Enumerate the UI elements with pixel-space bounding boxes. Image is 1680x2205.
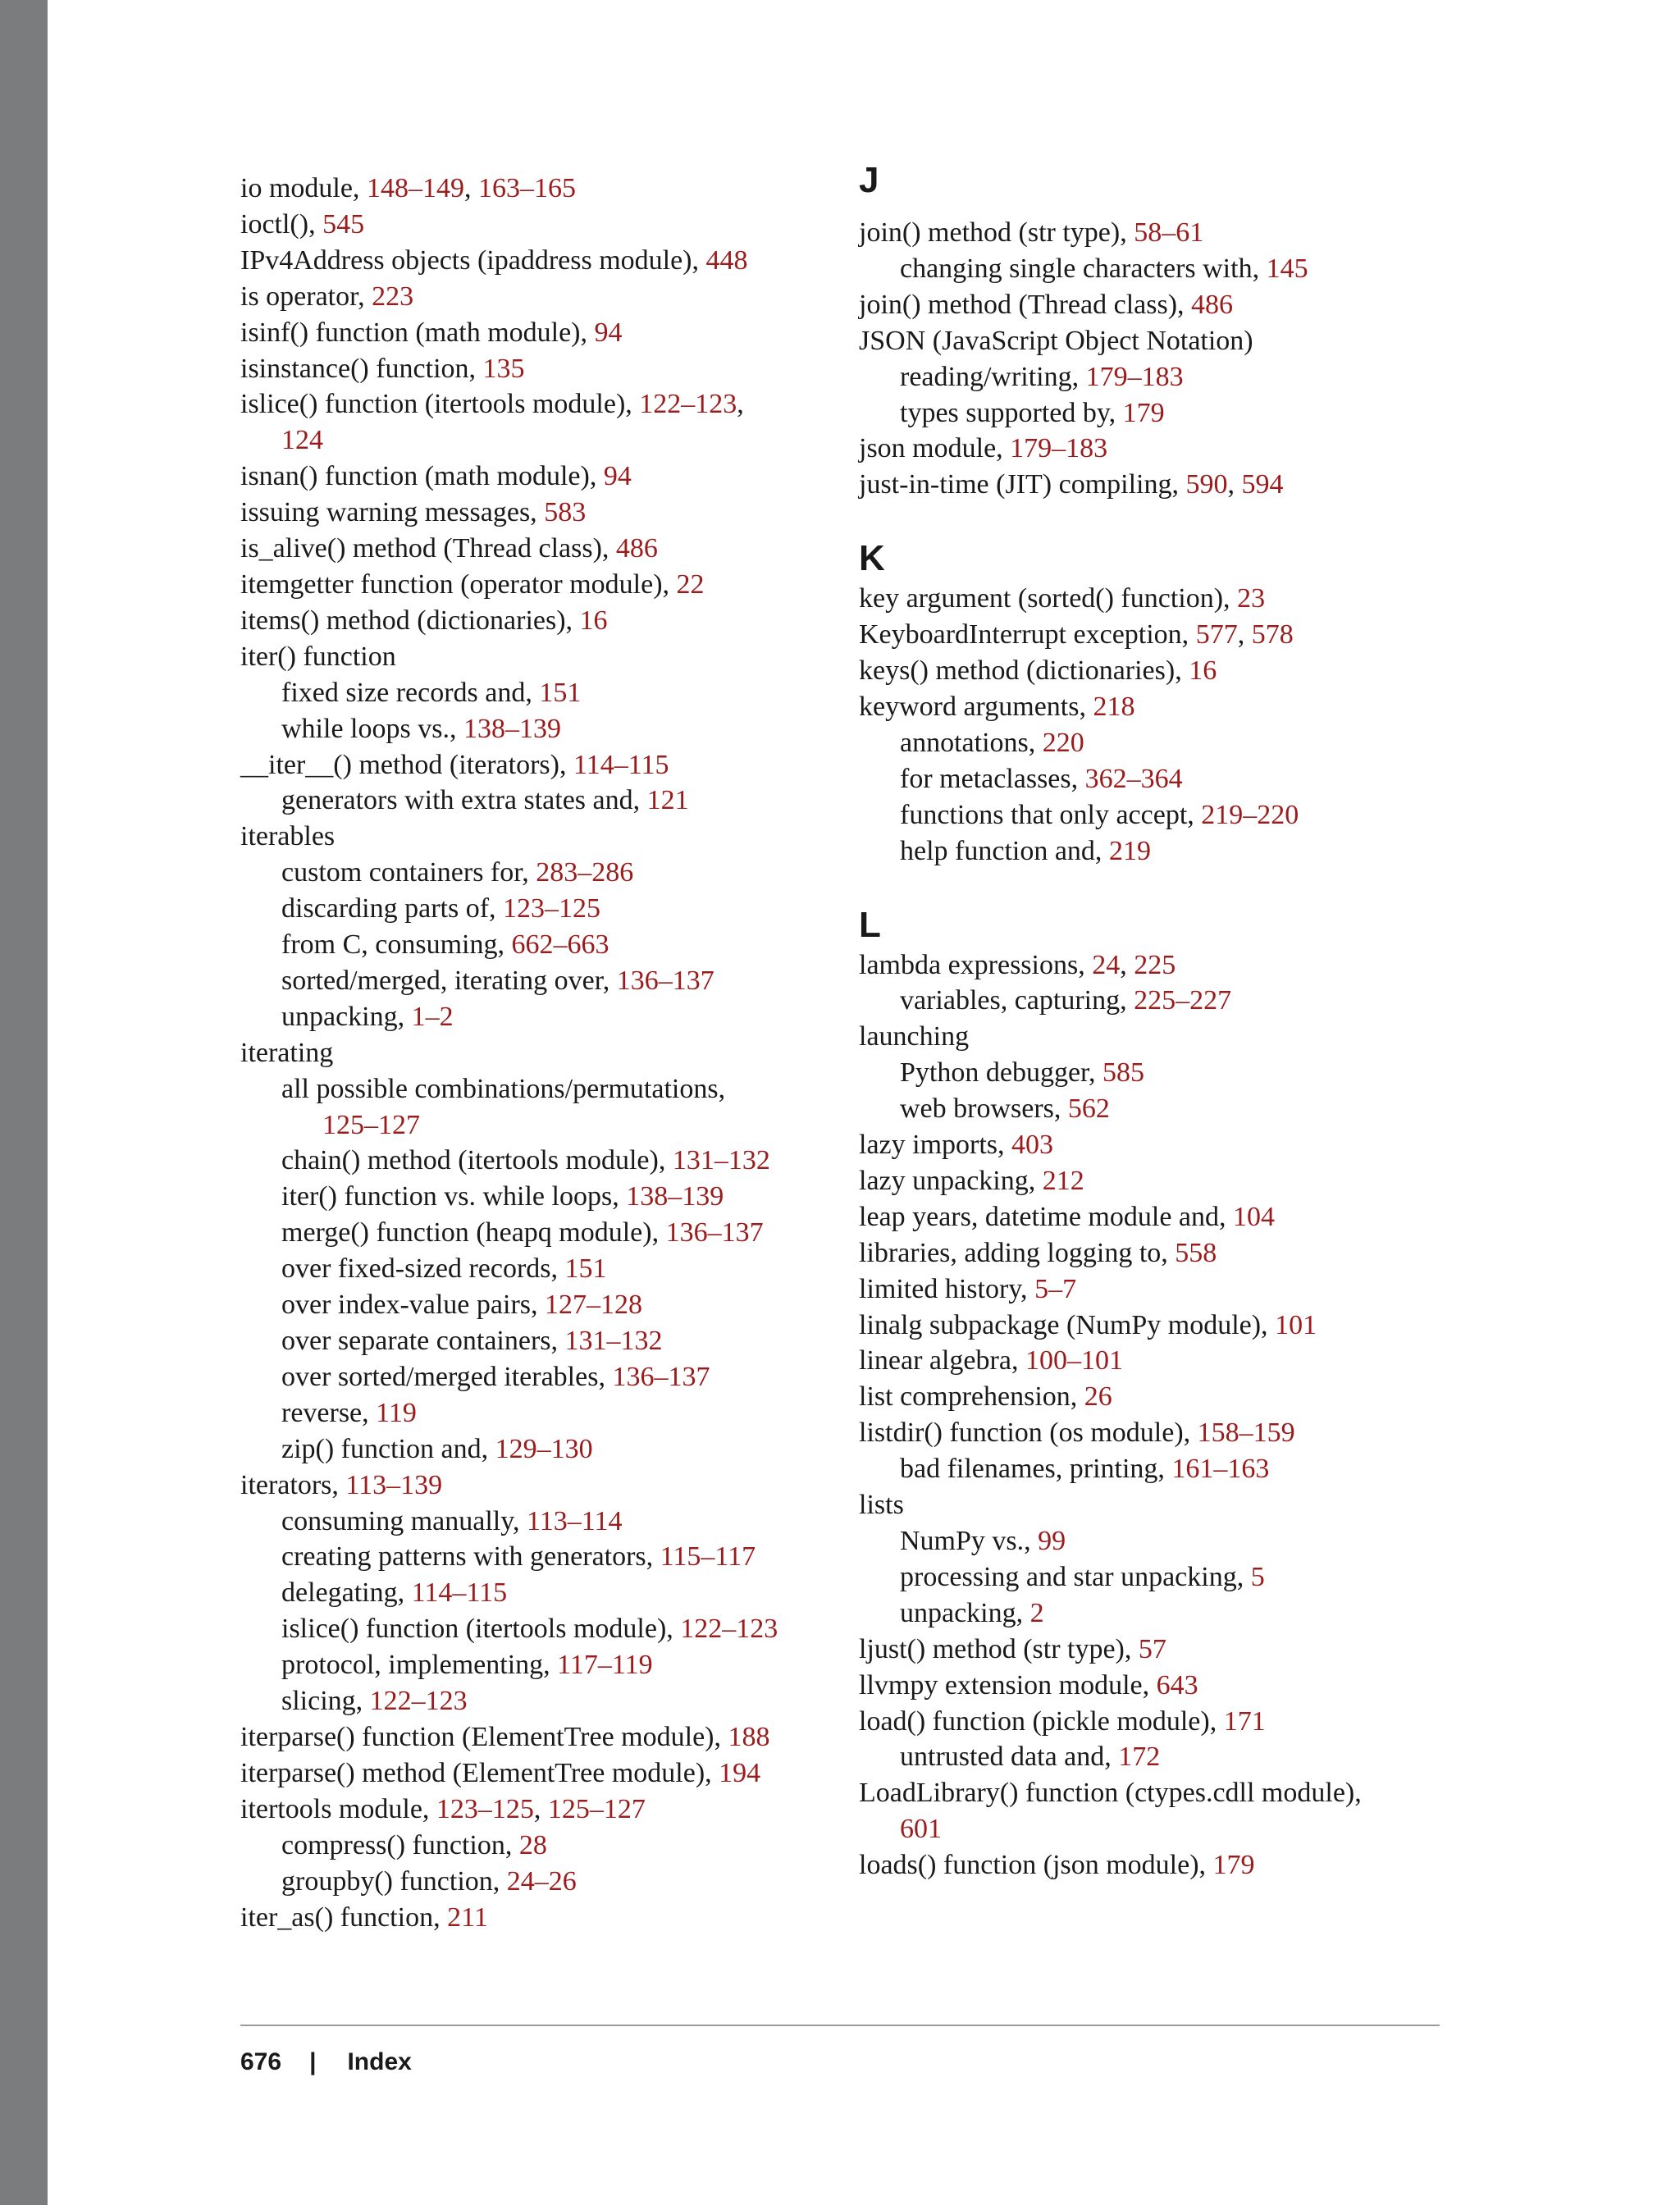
entry-term: json module, bbox=[859, 433, 1011, 464]
page-reference-link[interactable]: 601 bbox=[900, 1814, 942, 1845]
index-subentry bbox=[240, 1071, 913, 1107]
page-reference-link[interactable]: 121 bbox=[646, 785, 689, 816]
index-subentry bbox=[859, 983, 1532, 1019]
entry-term: lambda expressions, bbox=[859, 949, 1093, 980]
page-reference-link[interactable]: 131–132 bbox=[672, 1145, 770, 1176]
entry-term: io module, bbox=[240, 173, 367, 203]
page-reference-link[interactable]: 123–125 bbox=[503, 893, 601, 924]
entry-term: LoadLibrary() function (ctypes.cdll module), bbox=[859, 1778, 1362, 1809]
index-subentry bbox=[859, 359, 1532, 395]
page-reference-link[interactable]: 136–137 bbox=[665, 1217, 764, 1249]
index-entry bbox=[859, 1308, 1532, 1344]
page-reference-link[interactable]: 131–132 bbox=[564, 1326, 663, 1356]
index-subentry bbox=[240, 783, 913, 819]
entry-term: from C, consuming, bbox=[281, 929, 512, 961]
page-reference-link[interactable]: 172 bbox=[1118, 1742, 1161, 1773]
index-subentry bbox=[240, 675, 913, 711]
entry-term: while loops vs., bbox=[281, 713, 463, 744]
index-entry bbox=[240, 243, 913, 279]
index-subentry bbox=[240, 422, 913, 459]
entry-term: libraries, adding logging to, bbox=[859, 1237, 1176, 1268]
entry-term: over index-value pairs, bbox=[281, 1290, 545, 1321]
entry-term: , bbox=[737, 389, 744, 420]
index-entry bbox=[859, 1775, 1532, 1811]
index-entry bbox=[859, 1343, 1532, 1379]
page-reference-link[interactable]: 23 bbox=[1237, 583, 1266, 614]
entry-term: issuing warning messages, bbox=[240, 497, 545, 528]
page-reference-link[interactable]: 138–139 bbox=[463, 713, 561, 744]
entry-term: NumPy vs., bbox=[900, 1526, 1039, 1556]
entry-term: __iter__() method (iterators), bbox=[240, 749, 573, 780]
entry-term: key argument (sorted() function), bbox=[859, 583, 1238, 614]
entry-term: lists bbox=[859, 1490, 904, 1521]
index-entry bbox=[240, 495, 913, 531]
index-subentry bbox=[240, 927, 913, 963]
entry-term: loads() function (json module), bbox=[859, 1850, 1213, 1881]
page-reference-link[interactable]: 486 bbox=[1191, 289, 1234, 320]
entry-term: help function and, bbox=[900, 835, 1109, 866]
index-entry bbox=[859, 689, 1532, 725]
index-entry bbox=[240, 315, 913, 351]
index-entry bbox=[859, 1704, 1532, 1740]
entry-term: processing and star unpacking, bbox=[900, 1561, 1251, 1592]
page-reference-link[interactable]: 119 bbox=[376, 1397, 417, 1428]
index-entry bbox=[240, 171, 913, 207]
entry-term: ioctl(), bbox=[240, 208, 323, 240]
entry-term: iterating bbox=[240, 1037, 334, 1068]
page-reference-link[interactable]: 145 bbox=[1266, 253, 1308, 284]
page-reference-link[interactable]: 218 bbox=[1093, 691, 1135, 722]
page-reference-link[interactable]: 122–123 bbox=[680, 1614, 778, 1645]
entry-term: join() method (str type), bbox=[859, 217, 1134, 248]
entry-term: unpacking, bbox=[281, 1001, 412, 1032]
page-reference-link[interactable]: 590 bbox=[1185, 469, 1228, 500]
page-reference-link[interactable]: 643 bbox=[1156, 1669, 1198, 1701]
index-subentry bbox=[240, 855, 913, 891]
index-subentry bbox=[859, 251, 1532, 287]
index-entry bbox=[859, 617, 1532, 653]
index-entry bbox=[859, 1415, 1532, 1451]
entry-term: isinf() function (math module), bbox=[240, 317, 595, 348]
entry-term: linear algebra, bbox=[859, 1345, 1025, 1376]
entry-term: iterables bbox=[240, 821, 336, 852]
page-reference-link[interactable]: 16 bbox=[579, 605, 608, 636]
index-entry bbox=[240, 207, 913, 243]
page-reference-link[interactable]: 26 bbox=[1084, 1381, 1112, 1413]
page-reference-link[interactable]: 594 bbox=[1241, 469, 1284, 500]
section-letter-heading: L bbox=[859, 904, 881, 945]
entry-term: unpacking, bbox=[900, 1597, 1030, 1628]
page-reference-link[interactable]: 122–123 bbox=[369, 1686, 468, 1717]
index-subentry bbox=[240, 1431, 913, 1468]
index-entry bbox=[240, 386, 913, 422]
page-reference-link[interactable]: 125–127 bbox=[547, 1793, 646, 1824]
index-subentry bbox=[240, 1323, 913, 1359]
page-reference-link[interactable]: 171 bbox=[1223, 1705, 1266, 1737]
index-entry bbox=[859, 1487, 1532, 1523]
page-reference-link[interactable]: 138–139 bbox=[626, 1181, 724, 1212]
index-entry bbox=[240, 1719, 913, 1755]
entry-term: , bbox=[1227, 469, 1242, 500]
entry-term: iter() function bbox=[240, 641, 396, 672]
entry-term: join() method (Thread class), bbox=[859, 289, 1192, 320]
index-subentry bbox=[859, 1451, 1532, 1487]
entry-term: untrusted data and, bbox=[900, 1742, 1119, 1773]
index-entry bbox=[240, 1755, 913, 1792]
section-gap bbox=[859, 503, 1532, 523]
entry-term: protocol, implementing, bbox=[281, 1650, 558, 1681]
page-reference-link[interactable]: 104 bbox=[1233, 1201, 1275, 1232]
entry-term: creating patterns with generators, bbox=[281, 1541, 660, 1573]
page-reference-link[interactable]: 194 bbox=[719, 1757, 761, 1788]
index-subentry bbox=[240, 1359, 913, 1395]
index-subentry bbox=[240, 1395, 913, 1431]
index-subentry bbox=[859, 725, 1532, 761]
index-subentry bbox=[240, 999, 913, 1035]
index-subentry bbox=[240, 711, 913, 747]
page-reference-link[interactable]: 22 bbox=[676, 568, 705, 600]
index-subentry bbox=[859, 1596, 1532, 1632]
index-subentry bbox=[240, 1539, 913, 1575]
index-subentry bbox=[859, 833, 1532, 870]
index-entry bbox=[859, 653, 1532, 689]
page-reference-link[interactable]: 2 bbox=[1029, 1597, 1044, 1628]
page-reference-link[interactable]: 545 bbox=[322, 208, 365, 240]
page-reference-link[interactable]: 223 bbox=[372, 281, 414, 312]
entry-term: listdir() function (os module), bbox=[859, 1418, 1198, 1449]
index-column-left bbox=[240, 171, 913, 1935]
index-entry bbox=[859, 1632, 1532, 1668]
page-reference-link[interactable]: 28 bbox=[518, 1829, 547, 1860]
entry-term: consuming manually, bbox=[281, 1505, 527, 1536]
entry-term: changing single characters with, bbox=[900, 253, 1267, 284]
index-subentry bbox=[859, 1811, 1532, 1847]
entry-term: limited history, bbox=[859, 1273, 1035, 1304]
entry-term: load() function (pickle module), bbox=[859, 1705, 1224, 1737]
entry-term: lazy unpacking, bbox=[859, 1165, 1043, 1196]
page-reference-link[interactable]: 123–125 bbox=[436, 1793, 534, 1824]
index-subentry bbox=[240, 1179, 913, 1215]
page-reference-link[interactable]: 5 bbox=[1250, 1561, 1265, 1592]
index-subentry bbox=[240, 1143, 913, 1179]
entry-term: itemgetter function (operator module), bbox=[240, 568, 677, 600]
entry-term: types supported by, bbox=[900, 397, 1123, 428]
index-entry bbox=[859, 1271, 1532, 1308]
index-subentry bbox=[240, 1864, 913, 1900]
page-reference-link[interactable]: 179 bbox=[1212, 1850, 1255, 1881]
entry-term: functions that only accept, bbox=[900, 799, 1202, 830]
entry-term: slicing, bbox=[281, 1686, 370, 1717]
entry-term: over sorted/merged iterables, bbox=[281, 1361, 613, 1392]
page-reference-link[interactable]: 577 bbox=[1195, 619, 1238, 651]
entry-term: islice() function (itertools module), bbox=[281, 1614, 681, 1645]
page-reference-link[interactable]: 220 bbox=[1042, 727, 1084, 758]
entry-term: keyword arguments, bbox=[859, 691, 1093, 722]
index-entry bbox=[240, 459, 913, 495]
page-reference-link[interactable]: 114–115 bbox=[411, 1577, 508, 1609]
page-reference-link[interactable]: 16 bbox=[1189, 655, 1217, 687]
entry-term: discarding parts of, bbox=[281, 893, 504, 924]
entry-term: keys() method (dictionaries), bbox=[859, 655, 1189, 687]
page-reference-link[interactable]: 161–163 bbox=[1171, 1454, 1270, 1485]
page-reference-link[interactable]: 283–286 bbox=[536, 857, 634, 888]
index-entry bbox=[859, 1668, 1532, 1704]
index-entry bbox=[240, 639, 913, 675]
page-reference-link[interactable]: 124 bbox=[281, 425, 323, 456]
entry-term: KeyboardInterrupt exception, bbox=[859, 619, 1196, 651]
index-subentry bbox=[859, 1559, 1532, 1596]
page-reference-link[interactable]: 403 bbox=[1011, 1130, 1054, 1161]
entry-term: groupby() function, bbox=[281, 1865, 507, 1897]
entry-term: generators with extra states and, bbox=[281, 785, 647, 816]
page-reference-link[interactable]: 225 bbox=[1134, 949, 1176, 980]
entry-term: compress() function, bbox=[281, 1829, 519, 1860]
page-reference-link[interactable]: 24 bbox=[1092, 949, 1121, 980]
entry-term: iterparse() method (ElementTree module), bbox=[240, 1757, 719, 1788]
entry-term: , bbox=[533, 1793, 548, 1824]
page-reference-link[interactable]: 219–220 bbox=[1201, 799, 1299, 830]
index-entry bbox=[859, 947, 1532, 984]
index-subentry bbox=[859, 1055, 1532, 1091]
page-reference-link[interactable]: 225–227 bbox=[1134, 985, 1232, 1016]
index-entry bbox=[240, 1792, 913, 1828]
index-subentry bbox=[859, 761, 1532, 797]
entry-term: web browsers, bbox=[900, 1093, 1068, 1125]
index-entry bbox=[240, 531, 913, 567]
entry-term: bad filenames, printing, bbox=[900, 1454, 1172, 1485]
entry-term: leap years, datetime module and, bbox=[859, 1201, 1233, 1232]
entry-term: over fixed-sized records, bbox=[281, 1253, 565, 1285]
index-subentry bbox=[240, 1575, 913, 1611]
page-reference-link[interactable]: 114–115 bbox=[573, 749, 669, 780]
index-subentry bbox=[240, 1107, 913, 1144]
page-number: 676 bbox=[240, 2048, 282, 2075]
entry-term: isnan() function (math module), bbox=[240, 461, 604, 492]
entry-term: , bbox=[1120, 949, 1134, 980]
footer-rule bbox=[240, 2025, 1440, 2026]
entry-term: annotations, bbox=[900, 727, 1043, 758]
entry-term: is_alive() method (Thread class), bbox=[240, 533, 616, 564]
entry-term: all possible combinations/permutations, bbox=[281, 1073, 726, 1104]
entry-term: variables, capturing, bbox=[900, 985, 1134, 1016]
page-reference-link[interactable]: 486 bbox=[615, 533, 658, 564]
index-subentry bbox=[859, 1091, 1532, 1127]
index-entry bbox=[240, 567, 913, 603]
entry-term: just-in-time (JIT) compiling, bbox=[859, 469, 1186, 500]
index-entry bbox=[240, 1468, 913, 1504]
entry-term: reverse, bbox=[281, 1397, 377, 1428]
entry-term: iter_as() function, bbox=[240, 1901, 448, 1933]
page-reference-link[interactable]: 362–364 bbox=[1084, 763, 1183, 794]
page-reference-link[interactable]: 179–183 bbox=[1085, 361, 1184, 392]
entry-term: JSON (JavaScript Object Notation) bbox=[859, 325, 1253, 356]
page-reference-link[interactable]: 151 bbox=[564, 1253, 607, 1285]
entry-term: ljust() method (str type), bbox=[859, 1633, 1139, 1664]
entry-term: IPv4Address objects (ipaddress module), bbox=[240, 244, 706, 276]
page-reference-link[interactable]: 562 bbox=[1067, 1093, 1110, 1125]
index-entry bbox=[240, 819, 913, 855]
index-entry bbox=[859, 581, 1532, 617]
index-subentry bbox=[240, 1828, 913, 1864]
page-reference-link[interactable]: 5–7 bbox=[1034, 1273, 1077, 1304]
page-reference-link[interactable]: 179 bbox=[1122, 397, 1165, 428]
page-reference-link[interactable]: 188 bbox=[728, 1721, 770, 1752]
entry-term: is operator, bbox=[240, 281, 372, 312]
page-reference-link[interactable]: 179–183 bbox=[1010, 433, 1108, 464]
page-reference-link[interactable]: 94 bbox=[594, 317, 623, 348]
page-reference-link[interactable]: 113–139 bbox=[345, 1469, 443, 1500]
entry-term: iterparse() function (ElementTree module), bbox=[240, 1721, 728, 1752]
section-gap bbox=[859, 870, 1532, 889]
entry-term: fixed size records and, bbox=[281, 677, 540, 708]
index-subentry bbox=[240, 1215, 913, 1251]
page-reference-link[interactable]: 578 bbox=[1251, 619, 1294, 651]
index-entry bbox=[240, 603, 913, 639]
index-subentry bbox=[240, 1683, 913, 1719]
entry-term: islice() function (itertools module), bbox=[240, 389, 640, 420]
page-reference-link[interactable]: 558 bbox=[1175, 1237, 1217, 1268]
page-edge-gutter bbox=[0, 0, 48, 2205]
page-reference-link[interactable]: 94 bbox=[603, 461, 632, 492]
page-reference-link[interactable]: 100–101 bbox=[1025, 1345, 1123, 1376]
page-reference-link[interactable]: 448 bbox=[705, 244, 748, 276]
section-letter-heading: J bbox=[859, 160, 879, 200]
page-reference-link[interactable]: 129–130 bbox=[495, 1433, 593, 1464]
entry-term: lazy imports, bbox=[859, 1130, 1012, 1161]
index-entry bbox=[859, 1163, 1532, 1199]
page-reference-link[interactable]: 1–2 bbox=[411, 1001, 454, 1032]
entry-term: Python debugger, bbox=[900, 1057, 1102, 1089]
footer-separator: | bbox=[309, 2048, 317, 2075]
page-footer bbox=[240, 2046, 412, 2079]
page-reference-link[interactable]: 57 bbox=[1138, 1633, 1166, 1664]
entry-term: llvmpy extension module, bbox=[859, 1669, 1157, 1701]
page-reference-link[interactable]: 101 bbox=[1275, 1309, 1317, 1340]
page-reference-link[interactable]: 113–114 bbox=[527, 1505, 623, 1536]
index-entry bbox=[859, 1019, 1532, 1055]
page-reference-link[interactable]: 24–26 bbox=[506, 1865, 577, 1897]
entry-term: items() method (dictionaries), bbox=[240, 605, 580, 636]
index-subentry bbox=[859, 797, 1532, 833]
entry-term: linalg subpackage (NumPy module), bbox=[859, 1309, 1276, 1340]
entry-term: iterators, bbox=[240, 1469, 346, 1500]
page-reference-link[interactable]: 163–165 bbox=[477, 173, 576, 203]
entry-term: isinstance() function, bbox=[240, 353, 483, 384]
index-entry bbox=[859, 287, 1532, 323]
index-entry bbox=[859, 215, 1532, 251]
entry-term: for metaclasses, bbox=[900, 763, 1085, 794]
entry-term: delegating, bbox=[281, 1577, 412, 1609]
entry-term: list comprehension, bbox=[859, 1381, 1084, 1413]
entry-term: custom containers for, bbox=[281, 857, 536, 888]
index-entry bbox=[240, 747, 913, 783]
page-reference-link[interactable]: 136–137 bbox=[612, 1361, 710, 1392]
index-subentry bbox=[859, 1523, 1532, 1559]
index-entry bbox=[859, 1127, 1532, 1163]
index-entry bbox=[859, 323, 1532, 359]
entry-term: zip() function and, bbox=[281, 1433, 495, 1464]
page-reference-link[interactable]: 117–119 bbox=[557, 1650, 653, 1681]
page-reference-link[interactable]: 583 bbox=[544, 497, 587, 528]
index-subentry bbox=[240, 1647, 913, 1683]
index-subentry bbox=[240, 1504, 913, 1540]
page-reference-link[interactable]: 115–117 bbox=[660, 1541, 756, 1573]
index-subentry bbox=[859, 395, 1532, 431]
index-entry bbox=[859, 1379, 1532, 1415]
index-entry bbox=[240, 351, 913, 387]
page-reference-link[interactable]: 125–127 bbox=[322, 1109, 420, 1140]
entry-term: , bbox=[1237, 619, 1252, 651]
entry-term: , bbox=[463, 173, 478, 203]
page-reference-link[interactable]: 122–123 bbox=[639, 389, 737, 420]
entry-term: launching bbox=[859, 1021, 970, 1052]
page-reference-link[interactable]: 212 bbox=[1042, 1165, 1084, 1196]
entry-term: iter() function vs. while loops, bbox=[281, 1181, 627, 1212]
page-reference-link[interactable]: 135 bbox=[482, 353, 525, 384]
page-reference-link[interactable]: 151 bbox=[539, 677, 582, 708]
index-subentry bbox=[240, 1251, 913, 1287]
index-entry bbox=[859, 431, 1532, 467]
entry-term: itertools module, bbox=[240, 1793, 436, 1824]
page-reference-link[interactable]: 662–663 bbox=[511, 929, 609, 961]
page-reference-link[interactable]: 58–61 bbox=[1134, 217, 1204, 248]
page-reference-link[interactable]: 158–159 bbox=[1197, 1418, 1295, 1449]
index-entry bbox=[859, 1847, 1532, 1883]
page-reference-link[interactable]: 136–137 bbox=[616, 965, 714, 996]
index-entry bbox=[859, 1199, 1532, 1235]
index-subentry bbox=[240, 891, 913, 927]
page-reference-link[interactable]: 211 bbox=[447, 1901, 488, 1933]
entry-term: chain() method (itertools module), bbox=[281, 1145, 673, 1176]
page-reference-link[interactable]: 585 bbox=[1102, 1057, 1144, 1089]
index-subentry bbox=[240, 1287, 913, 1323]
entry-term: merge() function (heapq module), bbox=[281, 1217, 666, 1249]
index-entry bbox=[240, 1035, 913, 1071]
page-reference-link[interactable]: 99 bbox=[1038, 1526, 1066, 1556]
entry-term: sorted/merged, iterating over, bbox=[281, 965, 617, 996]
index-entry bbox=[859, 1235, 1532, 1271]
page-reference-link[interactable]: 219 bbox=[1108, 835, 1151, 866]
entry-term: reading/writing, bbox=[900, 361, 1086, 392]
index-entry bbox=[240, 279, 913, 315]
running-head: Index bbox=[347, 2048, 412, 2075]
entry-term: over separate containers, bbox=[281, 1326, 565, 1356]
index-subentry bbox=[240, 963, 913, 999]
index-subentry bbox=[240, 1611, 913, 1647]
page-reference-link[interactable]: 148–149 bbox=[366, 173, 464, 203]
index-entry bbox=[859, 467, 1532, 503]
section-letter-heading: K bbox=[859, 538, 885, 579]
index-entry bbox=[240, 1900, 913, 1936]
index-subentry bbox=[859, 1739, 1532, 1775]
index-column-right bbox=[859, 160, 1532, 1883]
page-reference-link[interactable]: 127–128 bbox=[545, 1290, 642, 1321]
